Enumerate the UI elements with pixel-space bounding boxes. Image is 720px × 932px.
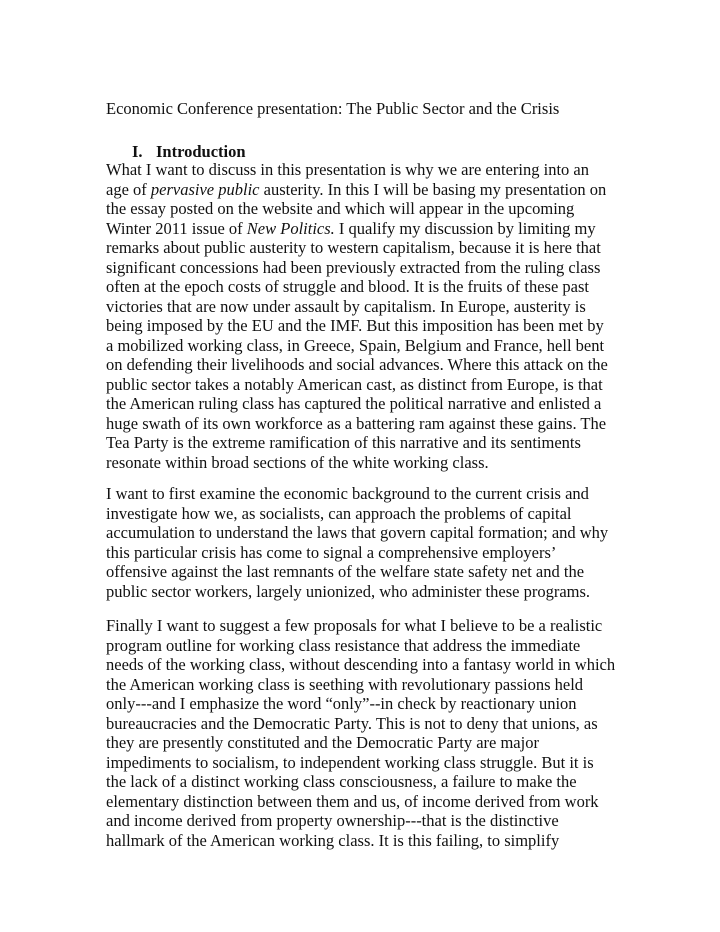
paragraph-introduction [106,160,666,472]
text-run: public sector workers, largely unionized, who administer these programs. [106,581,591,601]
text-line [106,394,666,414]
section-title: Introduction [156,142,246,161]
section-heading [132,142,246,162]
text-run: Finally I want to suggest a few proposals for what I believe to be a realistic [106,616,603,635]
text-line [106,811,666,831]
text-run: being imposed by the EU and the IMF. But this imposition has been met by [106,316,604,335]
text-run: I qualify my discussion by limiting my [334,218,596,238]
text-run: the American working class is seething with revolutionary passions held [106,674,584,694]
text-run: investigate how we, as socialists, can approach the problems of capital [106,503,572,523]
text-run: and income derived from property ownership---that is the distinctive [106,811,559,830]
text-line [106,694,666,714]
text-run: I want to first examine the economic background to the current crisis and [106,484,589,503]
text-line [106,453,666,473]
text-run: huge swath of its own workforce as a battering ram against these gains. The [106,413,607,433]
text-line [106,675,666,695]
text-line [106,433,666,453]
text-line [106,636,666,656]
text-run: impediments to socialism, to independent working class struggle. But it is [106,752,594,772]
text-run: a mobilized working class, in Greece, Spain, Belgium and France, hell bent [106,335,605,355]
section-number: I. [132,142,143,161]
text-line [106,831,666,851]
text-line [106,355,666,375]
text-line [106,523,666,543]
text-run: victories that are now under assault by capitalism. In Europe, austerity is [106,296,586,316]
text-line [106,297,666,317]
text-run: accumulation to understand the laws that govern capital formation; and why [106,523,609,542]
text-run: the lack of a distinct working class consciousness, a failure to make the [106,772,577,791]
italic-text: New Politics. [246,218,335,238]
text-line [106,199,666,219]
text-run: austerity. In this I will be basing my presentation on [259,179,607,199]
text-run: offensive against the last remnants of the welfare state safety net and the [106,562,585,581]
text-line [106,714,666,734]
text-run: only---and I emphasize the word “only”--in check by reactionary union [106,694,577,713]
text-line [106,219,666,239]
document-title: Economic Conference presentation: The Public Sector and the Crisis [106,99,560,118]
text-line [106,316,666,336]
text-line [106,484,666,504]
text-run: resonate within broad sections of the white working class. [106,452,489,472]
text-line [106,414,666,434]
paragraph-proposals [106,616,666,850]
text-run: the American ruling class has captured the political narrative and enlisted a [106,394,602,413]
text-run: needs of the working class, without descending into a fantasy world in which [106,655,616,674]
text-line [106,543,666,563]
text-run: they are presently constituted and the Democratic Party are major [106,733,539,752]
paragraph-economic-background [106,484,666,601]
text-line [106,753,666,773]
text-run: this particular crisis has come to signal a comprehensive employers’ [106,542,557,562]
text-line [106,258,666,278]
text-line [106,562,666,582]
text-run: bureaucracies and the Democratic Party. This is not to deny that unions, as [106,713,598,733]
text-run: age of [106,179,151,199]
text-line [106,160,666,180]
text-run: Winter 2011 issue of [106,218,247,238]
text-run: remarks about public austerity to western capitalism, because it is here that [106,238,601,257]
text-run: elementary distinction between them and us, of income derived from work [106,791,599,811]
text-run: on defending their livelihoods and social advances. Where this attack on the [106,355,608,374]
text-line [106,277,666,297]
text-line [106,180,666,200]
italic-text: pervasive public [150,179,260,199]
text-line [106,655,666,675]
text-run: public sector takes a notably American cast, as distinct from Europe, is that [106,374,603,394]
text-run: Tea Party is the extreme ramification of this narrative and its sentiments [106,433,581,452]
text-line [106,792,666,812]
text-line [106,504,666,524]
text-line [106,375,666,395]
text-run: hallmark of the American working class. It is this failing, to simplify [106,830,560,850]
text-line [106,616,666,636]
text-line [106,582,666,602]
text-line [106,733,666,753]
text-line [106,238,666,258]
text-run: the essay posted on the website and which will appear in the upcoming [106,199,575,218]
text-line [106,772,666,792]
text-run: often at the epoch costs of struggle and blood. It is the fruits of these past [106,277,589,296]
text-run: program outline for working class resistance that address the immediate [106,635,581,655]
text-line [106,336,666,356]
text-run: What I want to discuss in this presentation is why we are entering into an [106,160,589,179]
text-run: significant concessions had been previously extracted from the ruling class [106,257,601,277]
